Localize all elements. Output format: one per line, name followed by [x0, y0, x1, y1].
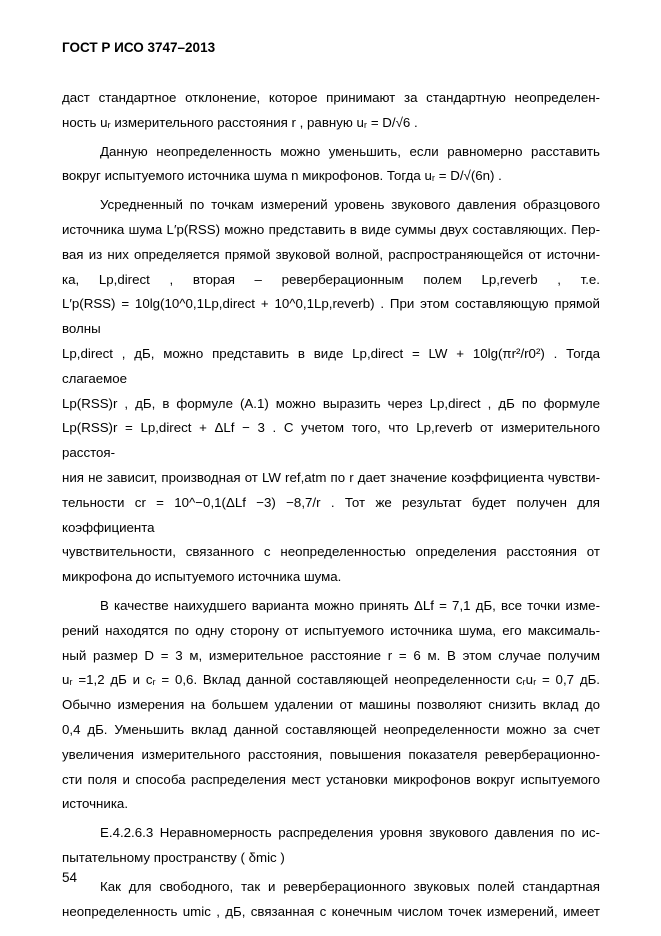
body-text	[62, 86, 600, 924]
text-line: ка, Lp,direct , вторая – реверберационным полем Lp,reverb , т.е.	[62, 271, 600, 287]
text-line: источника шума L′p(RSS) можно представить в виде суммы двух составляющих. Пер-	[62, 221, 600, 237]
text-line: пытательному пространству ( δmic )	[62, 849, 285, 865]
text-line: даст стандартное отклонение, которое принимают за стандартную неопределен-	[62, 90, 600, 105]
text-line: Усредненный по точкам измерений уровень звукового давления образцового	[100, 197, 600, 213]
text-line: тельности cr = 10^−0,1(ΔLf −3) −8,7/r . Тот же результат будет получен для коэффициента	[62, 494, 600, 535]
text-line: сти поля и способа распределения мест установки микрофонов вокруг испытуемого	[62, 771, 600, 787]
text-line: ный размер D = 3 м, измерительное расстояние r = 6 м. В этом случае получим	[62, 647, 600, 663]
document-header: ГОСТ Р ИСО 3747–2013	[62, 40, 216, 55]
text-line: L′p(RSS) = 10lg(10^0,1Lp,direct + 10^0,1Lp,reverb) . При этом составляющую прямой волны	[62, 296, 600, 337]
text-line: Е.4.2.6.3 Неравномерность распределения уровня звукового давления по ис-	[100, 825, 600, 841]
text-line: Lp,direct , дБ, можно представить в виде Lp,direct = LW + 10lg(πr²/r0²) . Тогда слагаемое	[62, 345, 600, 386]
text-line: рений находятся по одну сторону от испытуемого источника шума, его максималь-	[62, 622, 600, 638]
text-line: В качестве наихудшего варианта можно принять ΔLf = 7,1 дБ, все точки изме-	[100, 597, 600, 613]
text-line: ния не зависит, производная от LW ref,atm по r дает значение коэффициента чувстви-	[62, 469, 600, 485]
text-line: Lp(RSS)r = Lp,direct + ΔLf − 3 . С учетом того, что Lp,reverb от измерительного расстоя-	[62, 420, 600, 461]
text-line: вая из них определяется прямой звуковой волной, распространяющейся от источни-	[62, 246, 600, 262]
text-line: Обычно измерения на большем удалении от машины позволяют снизить вклад до	[62, 697, 600, 713]
text-line: Как для свободного, так и реверберационного звуковых полей стандартная	[100, 878, 600, 894]
text-line: 0,4 дБ. Уменьшить вклад данной составляющей неопределенности можно за счет	[62, 721, 600, 737]
text-line: источника.	[62, 796, 129, 812]
page-number: 54	[62, 870, 78, 885]
text-line: микрофона до испытуемого источника шума.	[62, 569, 342, 585]
text-line: чувствительности, связанного с неопределенностью определения расстояния от	[62, 544, 600, 560]
text-line: вокруг испытуемого источника шума n микрофонов. Тогда uᵣ = D/√(6n) .	[62, 168, 502, 184]
text-line: ность uᵣ измерительного расстояния r , равную uᵣ = D/√6 .	[62, 114, 418, 130]
text-line: неопределенность umic , дБ, связанная с конечным числом точек измерений, имеет	[62, 903, 600, 919]
text-line: Lp(RSS)r , дБ, в формуле (А.1) можно выразить через Lp,direct , дБ по формуле	[62, 395, 600, 411]
text-line: uᵣ =1,2 дБ и cᵣ = 0,6. Вклад данной составляющей неопределенности cᵣuᵣ = 0,7 дБ.	[62, 672, 600, 688]
text-line: Данную неопределенность можно уменьшить, если равномерно расставить	[100, 143, 600, 159]
text-line: увеличения измерительного расстояния, повышения показателя реверберационно-	[62, 746, 600, 762]
